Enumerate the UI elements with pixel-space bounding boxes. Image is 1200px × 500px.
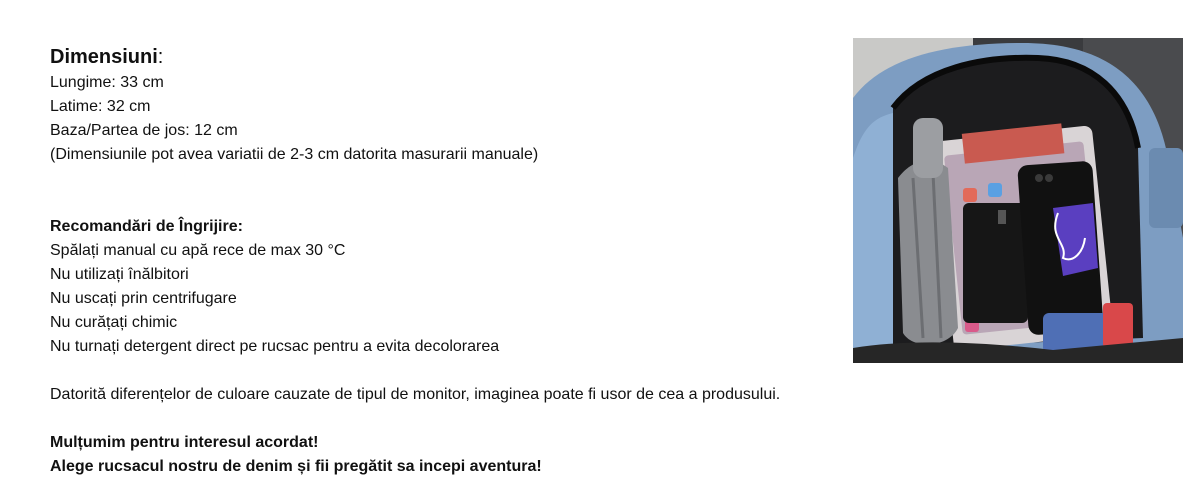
care-item-detergent: Nu turnați detergent direct pe rucsac pentru a evita decolorarea <box>50 338 500 355</box>
product-photo <box>853 38 1183 363</box>
closing-thanks: Mulțumim pentru interesul acordat! <box>50 434 319 451</box>
care-title: Recomandări de Îngrijire: <box>50 218 243 235</box>
care-item-bleach: Nu utilizați înălbitori <box>50 266 189 283</box>
spacer <box>50 407 840 431</box>
backpack-photo-illustration <box>853 38 1183 363</box>
color-disclaimer: Datorită diferențelor de culoare cauzate de tipul de monitor, imaginea poate fi usor de cea a produsului. <box>50 386 781 403</box>
dimension-width: Latime: 32 cm <box>50 98 151 115</box>
spacer <box>50 359 840 383</box>
spacer <box>50 167 840 215</box>
dimension-length: Lungime: 33 cm <box>50 74 164 91</box>
care-item-chemical: Nu curățați chimic <box>50 314 178 331</box>
dimensions-title: Dimensiuni <box>50 46 158 68</box>
dimensions-colon: : <box>157 46 164 68</box>
product-description <box>50 44 840 479</box>
dimensions-heading <box>50 44 840 71</box>
care-item-wash: Spălați manual cu apă rece de max 30 °C <box>50 242 346 259</box>
care-item-dry: Nu uscați prin centrifugare <box>50 290 237 307</box>
dimension-note: (Dimensiunile pot avea variatii de 2-3 cm datorita masurarii manuale) <box>50 146 539 163</box>
dimension-base: Baza/Partea de jos: 12 cm <box>50 122 238 139</box>
closing-call-to-action: Alege rucsacul nostru de denim și fii pregătit sa incepi aventura! <box>50 458 542 475</box>
